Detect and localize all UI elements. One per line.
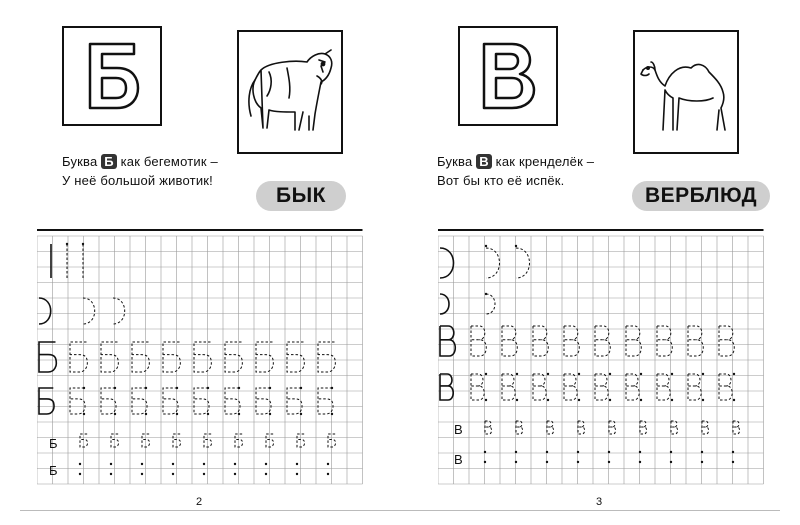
rhyme-left-highlight-letter: Б (101, 154, 117, 169)
small-letter-b-row2: Б (49, 463, 58, 478)
tracing-letter-b (70, 342, 87, 372)
rhyme-right-highlight-letter: В (476, 154, 492, 169)
tracing-letter-b (318, 342, 335, 372)
practice-grid-right (438, 228, 766, 490)
rhyme-left-rest: как бегемотик – (120, 154, 218, 169)
word-camel: ВЕРБЛЮД (644, 184, 758, 207)
rhyme-left (62, 152, 218, 190)
small-letter-v-row2: В (454, 452, 463, 467)
tracing-letter-v (671, 421, 678, 434)
guide-dot (732, 461, 734, 463)
guide-dot (701, 461, 703, 463)
tracing-letter-v (471, 326, 486, 356)
guide-dot (640, 399, 642, 401)
rhyme-right-word: Буква (437, 154, 473, 169)
tracing-letter-v (578, 421, 585, 434)
guide-dot (176, 413, 178, 415)
tracing-letter-v (502, 326, 517, 356)
guide-dot (300, 387, 302, 389)
word-pill-right (632, 181, 770, 211)
tracing-letter-b (287, 342, 304, 372)
grid-lines (438, 236, 764, 484)
grid-left-svg (37, 228, 365, 490)
tracing-letter-b (194, 342, 211, 372)
guide-dot (609, 373, 611, 375)
guide-dot (670, 461, 672, 463)
bull-icon (239, 32, 341, 152)
guide-dot (327, 463, 329, 465)
guide-dot (234, 463, 236, 465)
small-letter-b-row1: Б (49, 436, 58, 451)
rhyme-right-line1 (437, 152, 594, 171)
tracing-letter-v (640, 421, 647, 434)
guide-dot (733, 399, 735, 401)
tracing-letter-b (163, 388, 178, 414)
guide-dot (82, 243, 84, 245)
guide-dot (79, 463, 81, 465)
tracing-letter-v (516, 421, 523, 434)
guide-dot (547, 399, 549, 401)
tracing-letter-v (719, 374, 732, 400)
tracing-letter-b (39, 388, 54, 414)
guide-dot (701, 451, 703, 453)
word-pill-left (256, 181, 346, 211)
rhyme-right (437, 152, 594, 190)
tracing-letter-b (132, 388, 147, 414)
tracing-letter-v (440, 326, 455, 356)
guide-dot (238, 387, 240, 389)
guide-dot (516, 399, 518, 401)
outlined-letter-v (468, 36, 548, 116)
rhyme-left-line2: У неё большой животик! (62, 173, 213, 188)
guide-dot (234, 473, 236, 475)
tracing-letter-v (688, 374, 701, 400)
tracing-letter-v (485, 421, 492, 434)
guide-dot (269, 413, 271, 415)
guide-dot (578, 373, 580, 375)
tracing-letter-b (256, 342, 273, 372)
guide-dot (578, 399, 580, 401)
right-page (400, 0, 800, 525)
guide-dot (141, 463, 143, 465)
guide-dot (671, 399, 673, 401)
page-number-right: 3 (596, 496, 603, 508)
guide-dot (670, 451, 672, 453)
guide-dot (515, 451, 517, 453)
guide-dot (265, 463, 267, 465)
guide-dot (114, 387, 116, 389)
guide-dot (296, 473, 298, 475)
tracing-letter-v (688, 326, 703, 356)
guide-dot (515, 245, 517, 247)
guide-dot (145, 413, 147, 415)
tracing-letter-v (533, 326, 548, 356)
tracing-letter-b (318, 388, 333, 414)
guide-dot (639, 461, 641, 463)
guide-dot (172, 473, 174, 475)
tracing-letter-v (609, 421, 616, 434)
rhyme-right-line2: Вот бы кто её испёк. (437, 173, 565, 188)
guide-dot (83, 413, 85, 415)
practice-grid-left (37, 228, 365, 490)
camel-picture (633, 30, 739, 154)
tracing-letter-v (657, 374, 670, 400)
rhyme-right-rest: как кренделёк – (495, 154, 595, 169)
page-number-left: 2 (196, 496, 203, 508)
guide-dot (300, 413, 302, 415)
guide-dot (546, 461, 548, 463)
tracing-letter-v (471, 374, 484, 400)
guide-dot (577, 461, 579, 463)
guide-dot (485, 399, 487, 401)
guide-dot (485, 293, 487, 295)
bottom-rule (20, 510, 780, 511)
guide-dot (141, 473, 143, 475)
guide-dot (485, 373, 487, 375)
guide-dot (639, 451, 641, 453)
tracing-arc (516, 248, 530, 278)
guide-dot (110, 473, 112, 475)
guide-dot (702, 373, 704, 375)
guide-dot (238, 413, 240, 415)
tracing-letter-b (225, 342, 242, 372)
guide-dot (515, 461, 517, 463)
tracing-arc (440, 294, 449, 314)
tracing-letter-v (595, 326, 610, 356)
guide-dot (484, 461, 486, 463)
camel-icon (635, 32, 737, 152)
guide-dot (203, 463, 205, 465)
tracing-letter-v (440, 374, 453, 400)
guide-dot (172, 463, 174, 465)
guide-dot (485, 245, 487, 247)
tracing-letter-v (626, 374, 639, 400)
guide-dot (145, 387, 147, 389)
guide-dot (207, 413, 209, 415)
tracing-letter-v (595, 374, 608, 400)
guide-dot (608, 461, 610, 463)
guide-dot (265, 473, 267, 475)
tracing-arc (83, 298, 95, 324)
tracing-letter-b (194, 388, 209, 414)
tracing-letter-v (657, 326, 672, 356)
guide-dot (203, 473, 205, 475)
tracing-letter-v (547, 421, 554, 434)
guide-dot (207, 387, 209, 389)
guide-dot (671, 373, 673, 375)
tracing-letter-b (132, 342, 149, 372)
tracing-letter-v (733, 421, 740, 434)
guide-dot (110, 463, 112, 465)
bull-picture (237, 30, 343, 154)
guide-dot (702, 399, 704, 401)
grid-right-svg (438, 228, 766, 490)
tracing-rows-right (440, 245, 740, 467)
tracing-letter-v (626, 326, 641, 356)
tracing-arc (486, 248, 500, 278)
tracing-letter-b (101, 342, 118, 372)
guide-dot (176, 387, 178, 389)
tracing-letter-v (719, 326, 734, 356)
outlined-letter-b (72, 36, 152, 116)
tracing-arc (39, 298, 51, 324)
word-bull: БЫК (276, 184, 326, 207)
small-letter-v-row1: В (454, 422, 463, 437)
guide-dot (608, 451, 610, 453)
guide-dot (547, 373, 549, 375)
tracing-arc (486, 294, 495, 314)
guide-dot (327, 473, 329, 475)
guide-dot (484, 451, 486, 453)
guide-dot (609, 399, 611, 401)
guide-dot (269, 387, 271, 389)
guide-dot (331, 413, 333, 415)
tracing-letter-b (256, 388, 271, 414)
tracing-letter-v (564, 374, 577, 400)
guide-dot (83, 387, 85, 389)
guide-dot (546, 451, 548, 453)
tracing-letter-b (225, 388, 240, 414)
guide-dot (66, 243, 68, 245)
letter-card-v (458, 26, 558, 126)
letter-card-b (62, 26, 162, 126)
tracing-letter-b (70, 388, 85, 414)
guide-dot (732, 451, 734, 453)
grid-lines (37, 236, 363, 484)
tracing-letter-v (564, 326, 579, 356)
tracing-letter-b (101, 388, 116, 414)
tracing-letter-v (702, 421, 709, 434)
guide-dot (733, 373, 735, 375)
guide-dot (516, 373, 518, 375)
tracing-letter-v (502, 374, 515, 400)
guide-dot (114, 413, 116, 415)
tracing-letter-b (287, 388, 302, 414)
tracing-arc (440, 248, 454, 278)
guide-dot (79, 473, 81, 475)
rhyme-left-word: Буква (62, 154, 98, 169)
tracing-letter-b (163, 342, 180, 372)
tracing-letter-b (39, 342, 56, 372)
guide-dot (296, 463, 298, 465)
tracing-letter-v (533, 374, 546, 400)
guide-dot (577, 451, 579, 453)
guide-dot (640, 373, 642, 375)
rhyme-left-line1 (62, 152, 218, 171)
guide-dot (331, 387, 333, 389)
